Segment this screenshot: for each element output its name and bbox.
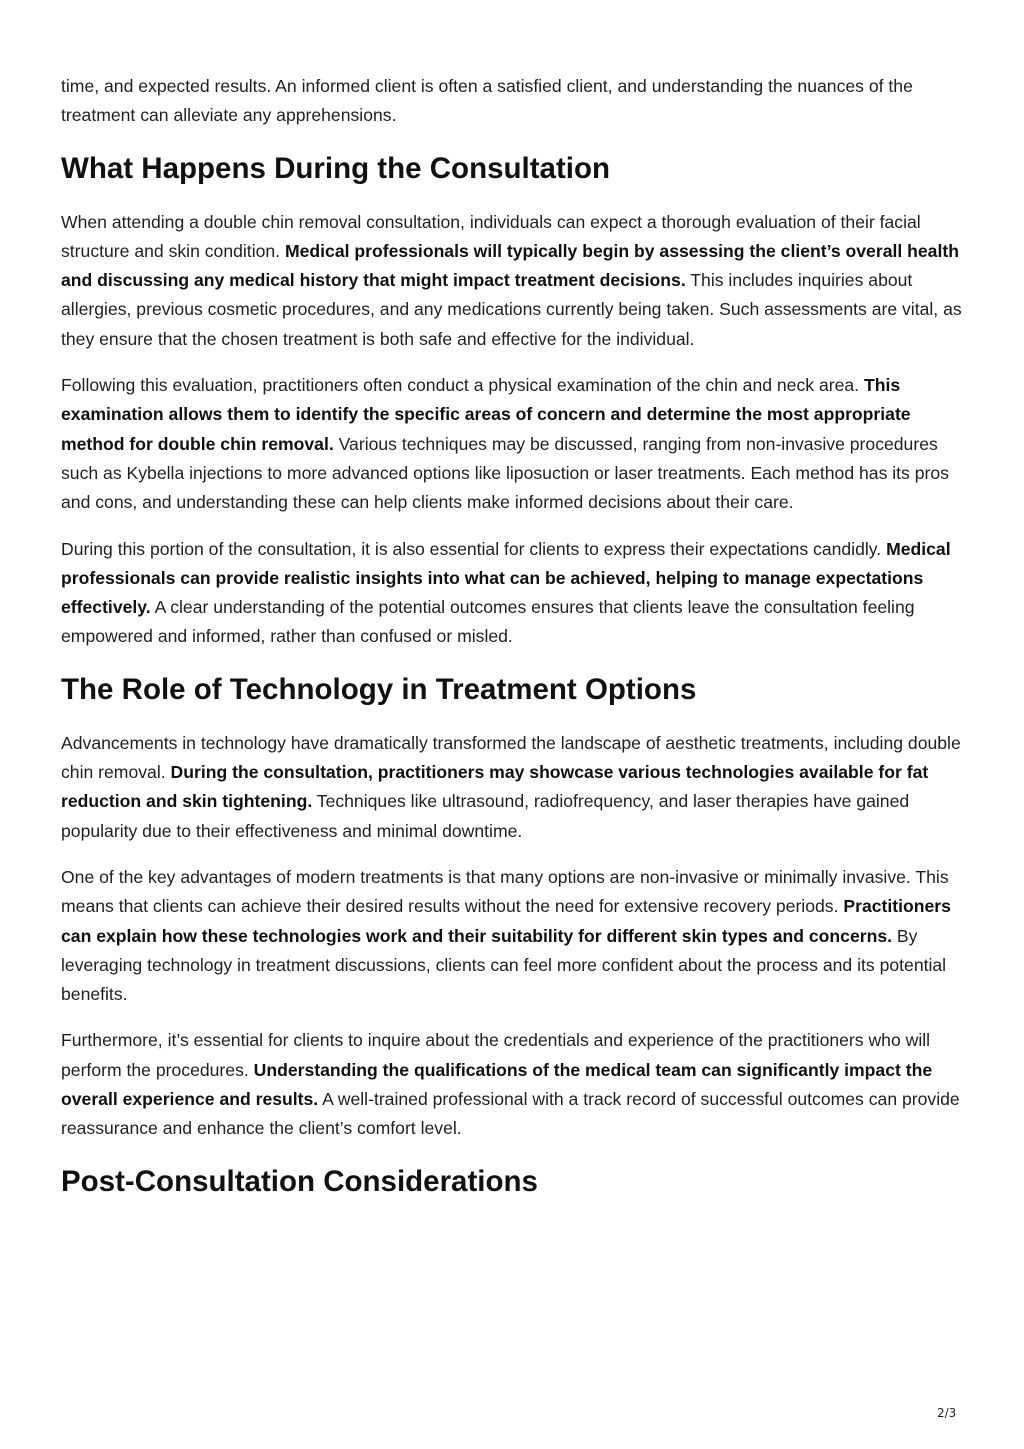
- paragraph-text: Advancements in technology have dramatically transformed the landscape of aesthetic treatments, including double chin removal.: [61, 732, 961, 783]
- paragraph-text: When attending a double chin removal consultation, individuals can expect a thorough evaluation of their facial structure and skin condition.: [61, 211, 921, 261]
- paragraph-bold-text: During the consultation, practitioners may showcase various technologies available for fat reduction and skin tightening.: [61, 762, 929, 812]
- paragraph-bold-text: Practitioners can explain how these technologies work and their suitability for different skin types and concerns.: [61, 896, 951, 946]
- section-heading-post-consultation: Post-Consultation Considerations: [61, 1164, 538, 1198]
- paragraph-bold-text: Understanding the qualifications of the medical team can significantly impact the overall experience and results.: [61, 1059, 933, 1110]
- paragraph-text: This includes inquiries about allergies, previous cosmetic procedures, and any medications currently being taken. Such assessments are vital, as they ensure that the chosen treatment is both safe and effective for the individual.: [61, 270, 962, 349]
- technology-paragraph-1: [61, 729, 966, 846]
- paragraph-text: Following this evaluation, practitioners often conduct a physical examination of the chin and neck area.: [61, 375, 864, 396]
- document-page: [61, 72, 966, 1200]
- consultation-paragraph-2: [61, 371, 966, 517]
- section-heading-technology: The Role of Technology in Treatment Options: [61, 672, 697, 706]
- section-heading-consultation: What Happens During the Consultation: [61, 151, 611, 185]
- intro-paragraph: time, and expected results. An informed client is often a satisfied client, and understanding the nuances of the treatment can alleviate any apprehensions.: [61, 76, 913, 126]
- paragraph-text: Furthermore, it’s essential for clients to inquire about the credentials and experience of the practitioners who will perform the procedures.: [61, 1030, 931, 1080]
- consultation-paragraph-1: [61, 208, 966, 354]
- paragraph-text: One of the key advantages of modern treatments is that many options are non-invasive or minimally invasive. This means that clients can achieve their desired results without the need for extensive recovery periods.: [61, 866, 949, 917]
- paragraph-text: By leveraging technology in treatment discussions, clients can feel more confident about the process and its potential benefits.: [61, 925, 947, 1005]
- technology-paragraph-3: [61, 1026, 966, 1143]
- paragraph-text: During this portion of the consultation, it is also essential for clients to express their expectations candidly.: [61, 538, 887, 559]
- paragraph-bold-text: Medical professionals can provide realistic insights into what can be achieved, helping to manage expectations effectively.: [61, 538, 951, 618]
- paragraph-text: Techniques like ultrasound, radiofrequency, and laser therapies have gained popularity due to their effectiveness and minimal downtime.: [61, 791, 910, 841]
- paragraph-bold-text: Medical professionals will typically begin by assessing the client’s overall health and discussing any medical history that might impact treatment decisions.: [61, 240, 959, 291]
- paragraph-text: A clear understanding of the potential outcomes ensures that clients leave the consultation feeling empowered and informed, rather than confused or misled.: [61, 597, 915, 647]
- consultation-paragraph-3: [61, 535, 966, 652]
- paragraph-text: Various techniques may be discussed, ranging from non-invasive procedures such as Kybella injections to more advanced options like liposuction or laser treatments. Each method has its pros and cons, and understanding these can help clients make informed decisions about their care.: [61, 433, 949, 513]
- paragraph-text: A well-trained professional with a track record of successful outcomes can provide reassurance and enhance the client’s comfort level.: [61, 1089, 960, 1139]
- page-number: 2/3: [937, 1406, 957, 1420]
- technology-paragraph-2: [61, 863, 966, 1009]
- paragraph-bold-text: This examination allows them to identify the specific areas of concern and determine the most appropriate method for double chin removal.: [61, 375, 911, 454]
